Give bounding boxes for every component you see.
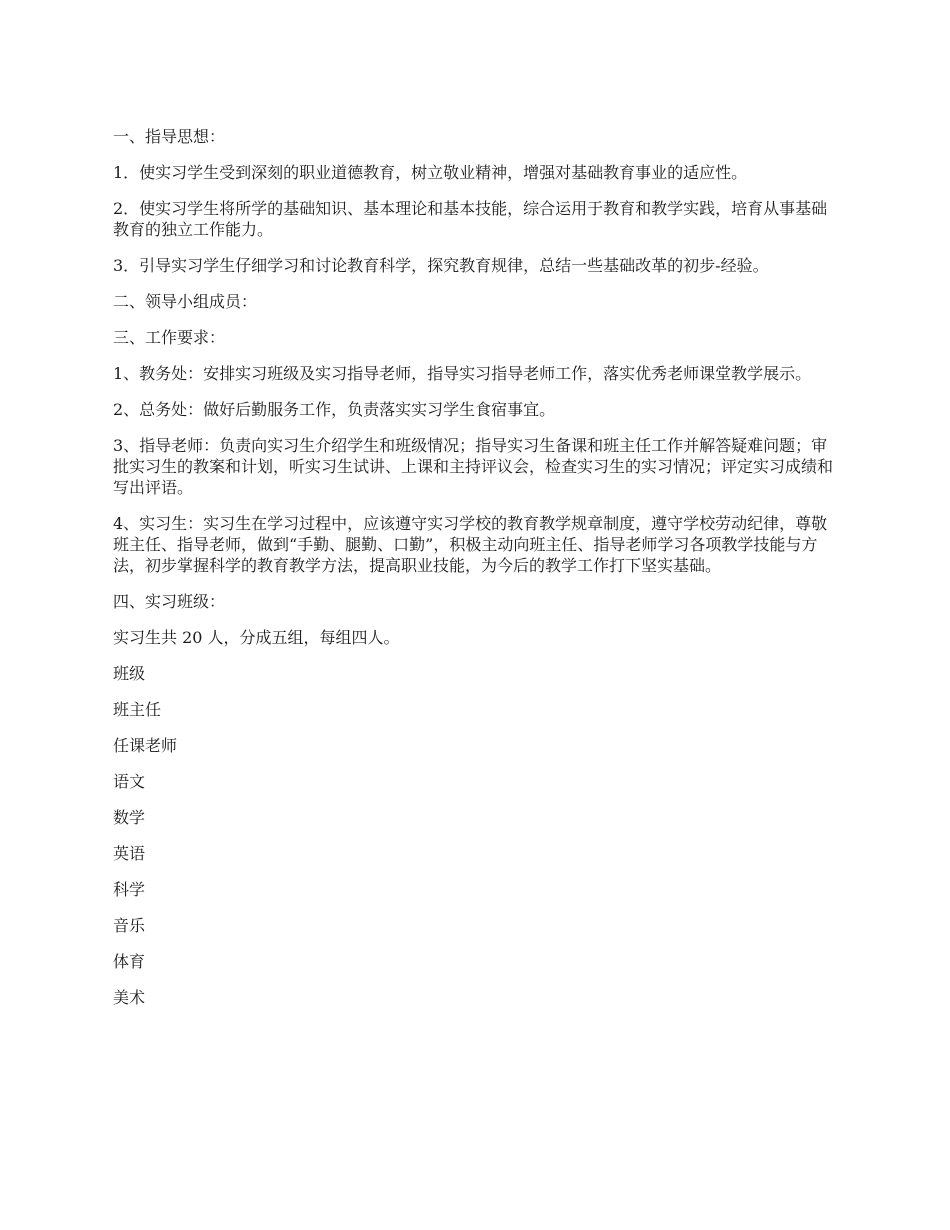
ideology-item-2: 2．使实习学生将所学的基础知识、基本理论和基本技能，综合运用于教育和教学实践，培育从事基础教育的独立工作能力。	[113, 199, 828, 239]
requirement-general-affairs: 2、总务处：做好后勤服务工作，负责落实实习学生食宿事宜。	[113, 400, 556, 419]
list-item-art: 美术	[113, 988, 146, 1007]
document-body	[113, 126, 841, 1023]
requirement-instructors: 3、指导老师：负责向实习生介绍学生和班级情况；指导实习生备课和班主任工作并解答疑难问题；审批实习生的教案和计划，听实习生试讲、上课和主持评议会，检查实习生的实习情况；评定实习成绩和写出评语。	[113, 436, 834, 497]
list-item-pe: 体育	[113, 952, 146, 971]
ideology-item-1: 1．使实习学生受到深刻的职业道德教育，树立敬业精神，增强对基础教育事业的适应性。	[113, 163, 748, 182]
requirement-interns: 4、实习生：实习生在学习过程中，应该遵守实习学校的教育教学规章制度，遵守学校劳动纪律，尊敬班主任、指导老师，做到“手勤、腿勤、口勤”，积极主动向班主任、指导老师学习各项教学技能与方法，初步掌握科学的教育教学方法，提高职业技能，为今后的教学工作打下坚实基础。	[113, 514, 828, 575]
list-item-class: 班级	[113, 664, 146, 683]
ideology-item-3: 3．引导实习学生仔细学习和讨论教育科学，探究教育规律，总结一些基础改革的初步-经验。	[113, 256, 769, 275]
list-item-math: 数学	[113, 808, 146, 827]
list-item-english: 英语	[113, 844, 146, 863]
heading-internship-classes: 四、实习班级：	[113, 592, 226, 611]
list-item-chinese: 语文	[113, 772, 146, 791]
list-item-subject-teachers: 任课老师	[113, 736, 178, 755]
heading-guiding-ideology: 一、指导思想：	[113, 127, 226, 146]
list-item-head-teacher: 班主任	[113, 700, 162, 719]
list-item-science: 科学	[113, 880, 146, 899]
heading-leadership-group: 二、领导小组成员：	[113, 292, 258, 311]
intern-grouping-note: 实习生共 20 人，分成五组，每组四人。	[113, 628, 400, 647]
heading-work-requirements: 三、工作要求：	[113, 328, 226, 347]
list-item-music: 音乐	[113, 916, 146, 935]
requirement-academic-affairs: 1、教务处：安排实习班级及实习指导老师，指导实习指导老师工作，落实优秀老师课堂教学展示。	[113, 364, 812, 383]
